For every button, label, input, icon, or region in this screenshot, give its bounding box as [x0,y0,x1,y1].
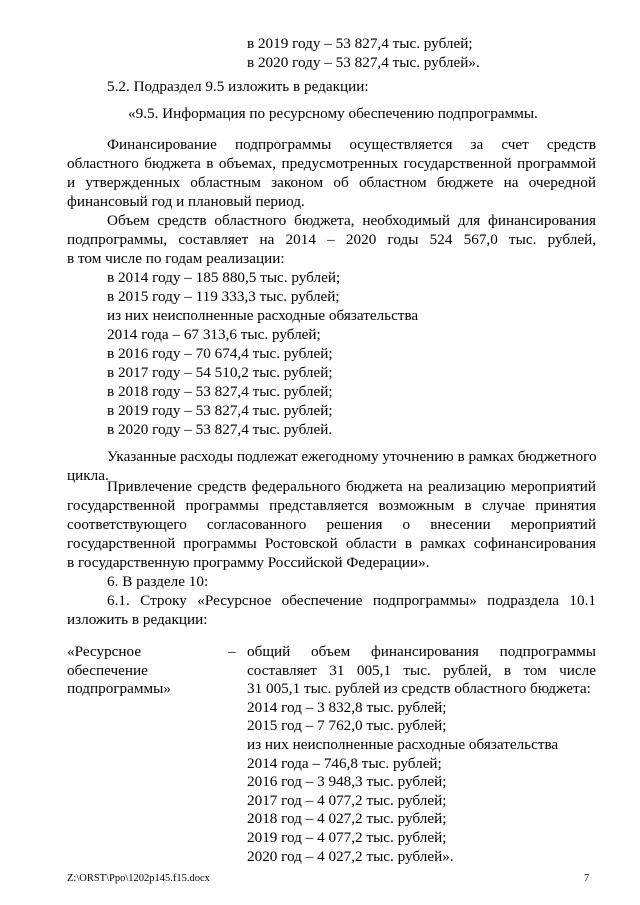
year-line: в 2020 году – 53 827,4 тыс. рублей». [247,54,480,71]
federal-line: государственной программы представляется возможным в случае принятия [67,497,596,514]
year-item: в 2020 году – 53 827,4 тыс. рублей. [107,421,333,438]
table-line: 2016 год – 3 948,3 тыс. рублей; [247,773,447,791]
federal-line: в государственную программу Российской Федерации». [67,554,430,571]
table-line: составляет 31 005,1 тыс. рублей, в том числе [247,661,596,679]
table-line: 2019 год – 4 077,2 тыс. рублей; [247,829,447,846]
year-item: из них неисполненные расходные обязательства [107,307,419,324]
table-line: 2014 год – 3 832,8 тыс. рублей; [247,698,447,716]
table-line: 2020 год – 4 027,2 тыс. рублей». [247,847,454,865]
year-item: 2014 года – 67 313,6 тыс. рублей; [107,326,321,343]
financing-line: и утвержденных областным законом об областном бюджете на очередной [67,174,596,191]
table-line: из них неисполненные расходные обязательства [247,736,559,753]
table-line: 2018 год – 4 027,2 тыс. рублей; [247,810,447,828]
volume-line: в том числе по годам реализации: [67,250,285,267]
table-label: подпрограммы» [67,680,171,698]
page-number: 7 [584,873,590,884]
financing-line: областного бюджета в объемах, предусмотренных государственной программой [67,155,596,172]
table-line: 2015 год – 7 762,0 тыс. рублей; [247,717,447,735]
year-item: в 2019 году – 53 827,4 тыс. рублей; [107,402,333,419]
table-label: обеспечение [67,661,148,679]
paragraph-6-1: 6.1. Строку «Ресурсное обеспечение подпрограммы» подраздела 10.1 [107,592,596,609]
table-label: «Ресурсное [67,643,142,660]
federal-line: государственной программы Ростовской области в рамках софинансирования [67,535,596,552]
table-line: общий объем финансирования подпрограммы [247,643,596,660]
federal-line: Привлечение средств федерального бюджета на реализацию мероприятий [107,478,596,495]
federal-line: соответствующего согласованного решения о внесении мероприятий [67,516,596,533]
volume-line: подпрограммы, составляет на 2014 – 2020 годы 524 567,0 тыс. рублей, [67,231,596,248]
table-dash: – [228,643,236,660]
paragraph-6-1: изложить в редакции: [67,611,208,628]
table-line: 2017 год – 4 077,2 тыс. рублей; [247,791,447,809]
footer-file-path: Z:\ORST\Ppo\1202p145.f15.docx [67,873,210,884]
section-heading-9-5: «9.5. Информация по ресурсному обеспечению подпрограммы. [128,105,538,122]
year-item: в 2015 году – 119 333,3 тыс. рублей; [107,288,340,305]
paragraph-6: 6. В разделе 10: [107,573,209,590]
financing-line: Финансирование подпрограммы осуществляется за счет средств [107,136,596,153]
year-item: в 2016 году – 70 674,4 тыс. рублей; [107,345,333,362]
year-item: в 2018 году – 53 827,4 тыс. рублей; [107,383,333,400]
note-line: цикла. [67,467,109,484]
year-item: в 2014 году – 185 880,5 тыс. рублей; [107,269,341,286]
volume-line: Объем средств областного бюджета, необходимый для финансирования [107,212,596,229]
year-line: в 2019 году – 53 827,4 тыс. рублей; [247,35,473,52]
table-line: 2014 года – 746,8 тыс. рублей; [247,754,442,772]
note-line: Указанные расходы подлежат ежегодному уточнению в рамках бюджетного [107,448,597,465]
financing-line: финансовый год и плановый период. [67,193,305,210]
year-item: в 2017 году – 54 510,2 тыс. рублей; [107,364,333,381]
paragraph-5-2: 5.2. Подраздел 9.5 изложить в редакции: [107,78,369,95]
table-line: 31 005,1 тыс. рублей из средств областного бюджета: [247,680,591,698]
